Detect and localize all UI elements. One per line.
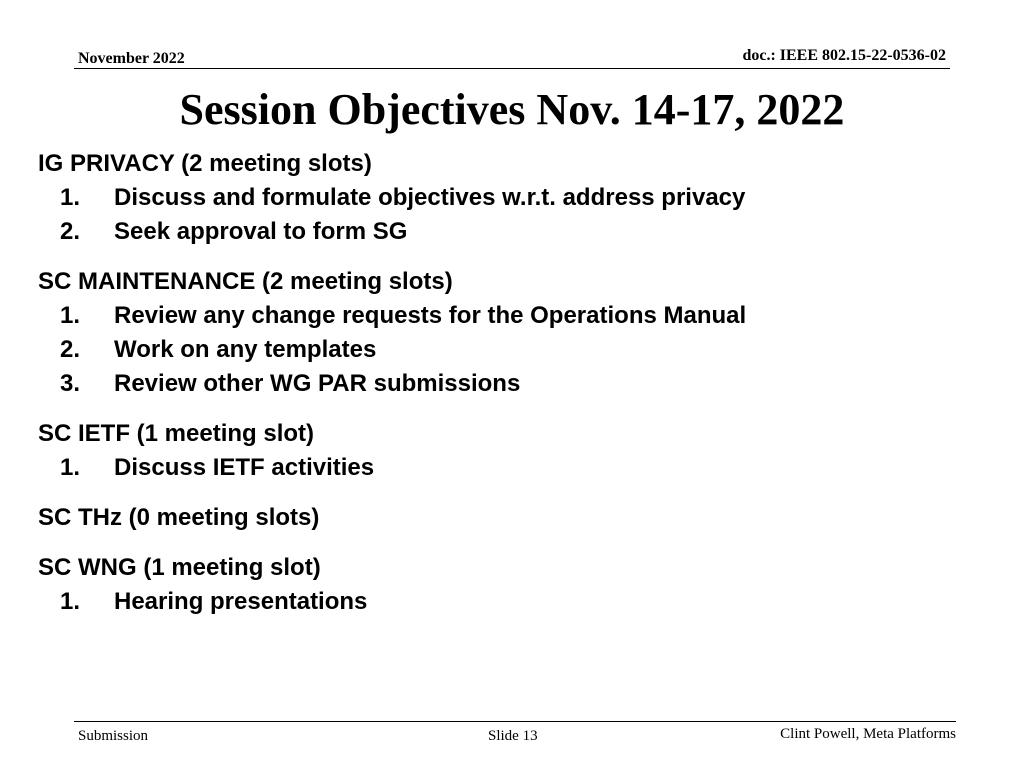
section-sc-maintenance xyxy=(38,265,998,401)
list-item xyxy=(38,367,998,401)
footer-author: Clint Powell, Meta Platforms xyxy=(780,726,956,742)
item-number: 1. xyxy=(60,454,81,481)
item-number: 1. xyxy=(60,184,81,211)
item-number: 1. xyxy=(60,588,81,615)
item-text: Review other WG PAR submissions xyxy=(114,370,521,397)
footer-submission: Submission xyxy=(78,728,149,744)
item-number: 2. xyxy=(60,218,81,245)
item-text: Hearing presentations xyxy=(114,588,368,615)
list-item xyxy=(38,333,998,367)
list-item xyxy=(38,451,998,485)
slide-title: Session Objectives Nov. 14-17, 2022 xyxy=(179,85,845,134)
item-number: 1. xyxy=(60,302,81,329)
item-text: Discuss and formulate objectives w.r.t. address privacy xyxy=(114,184,746,211)
list-item xyxy=(38,181,998,215)
section-sc-ietf xyxy=(38,417,998,485)
header-doc-id: doc.: IEEE 802.15-22-0536-02 xyxy=(742,47,946,64)
header-divider xyxy=(74,68,950,69)
item-number: 3. xyxy=(60,370,81,397)
footer-divider xyxy=(74,721,956,722)
item-number: 2. xyxy=(60,336,81,363)
section-heading: SC IETF (1 meeting slot) xyxy=(38,420,315,447)
list-item xyxy=(38,299,998,333)
footer-slide-number: Slide 13 xyxy=(488,728,538,744)
item-text: Seek approval to form SG xyxy=(114,218,408,245)
list-item xyxy=(38,585,998,619)
item-text: Work on any templates xyxy=(114,336,377,363)
item-text: Review any change requests for the Operations Manual xyxy=(114,302,747,329)
item-text: Discuss IETF activities xyxy=(114,454,375,481)
section-heading: SC MAINTENANCE (2 meeting slots) xyxy=(38,268,453,295)
section-heading: SC THz (0 meeting slots) xyxy=(38,504,320,531)
section-heading: IG PRIVACY (2 meeting slots) xyxy=(38,150,372,177)
section-sc-wng xyxy=(38,551,998,619)
section-heading: SC WNG (1 meeting slot) xyxy=(38,554,321,581)
section-sc-thz xyxy=(38,501,998,535)
header-date: November 2022 xyxy=(78,50,185,67)
list-item xyxy=(38,215,998,249)
section-ig-privacy xyxy=(38,147,998,249)
slide-body xyxy=(38,147,998,635)
